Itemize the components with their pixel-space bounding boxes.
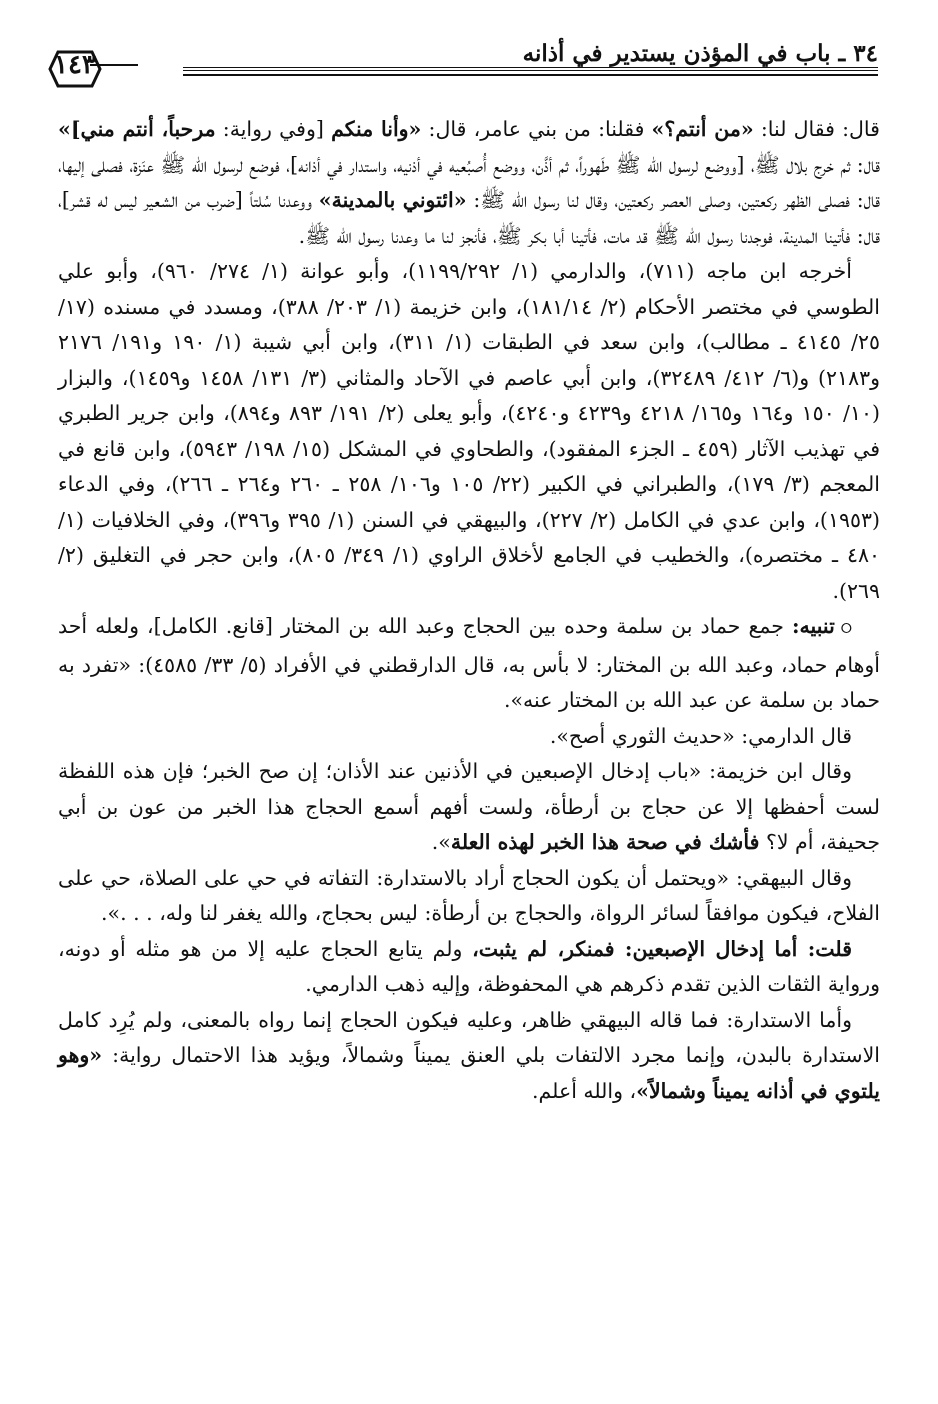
text-segment: قال: فقال لنا: <box>753 117 880 141</box>
paragraph-khuzaymah <box>58 754 880 861</box>
text-segment: جمع حماد بن سلمة وحده بين الحجاج وعبد الله بن المختار [قانع. الكامل]، ولعله أحد أوهام حماد، وعبد الله بن المختار: لا بأس به، قال الدارقطني في الأفراد (٥/ ٣٣/ ٤٥٨٥): «تفرد به حماد بن سلمة عن عبد الله بن المختار عنه». <box>58 614 880 712</box>
bold-text: مرحباً، أنتم مني]» <box>58 117 216 141</box>
paragraph-hadith <box>58 112 880 254</box>
paragraph-istidara <box>58 1003 880 1110</box>
bold-text: فأشك في صحة هذا الخبر لهذه العلة <box>450 830 760 854</box>
text-segment: ولم يتابع الحجاج عليه إلا من هو مثله أو دونه، ورواية الثقات الذين تقدم ذكرهم هي المحفوظة، وإليه ذهب الدارمي. <box>58 936 880 996</box>
text-segment: [وفي رواية: <box>215 117 332 141</box>
text-segment: ووعدنا سُلتاً [ضرب من الشعير ليس له قشر]، قال: فأتينا المدينة، فوجدنا رسول الله ﷺ قد مات، فأتينا أبا بكر ﷺ، فأنجز لنا ما وعدنا رسول الله ﷺ. <box>58 188 880 248</box>
text-segment: وقال ابن خزيمة: «باب إدخال الإصبعين في الأذنين عند الأذان؛ إن صح الخبر؛ فإن هذه اللفظة لست أحفظها إلا عن حجاج بن أرطأة، ولست أفهم أسمع الحجاج هذا الخبر من عون بن أبي جحيفة، أم لا؟ <box>58 759 880 854</box>
text-segment: قال الدارمي: «حديث الثوري أصح». <box>549 723 852 748</box>
text-segment: قال: ثم خرج بلال ﷺ، [ووضع لرسول الله ﷺ طَهوراً، ثم أذَّن، ووضع أُصبُعيه في أذنيه، واستدار في أذانه]، فوضع لرسول الله ﷺ عنَزة، فصلى إليها، قال: فصلى الظهر ركعتين، وصلى العصر ركعتين، وقال لنا رسول الله ﷺ: <box>58 152 880 212</box>
header-rule <box>183 67 878 76</box>
page-body <box>58 112 880 1109</box>
text-segment: وقال البيهقي: «ويحتمل أن يكون الحجاج أراد بالاستدارة: التفاته في حي على الصلاة، حي على الفلاح، فيكون موافقاً لسائر الرواة، والحجاج بن أرطأة: ليس بحجاج، والله يغفر لنا وله، . . .». <box>58 865 880 925</box>
bold-text: «وأنا منكم <box>331 117 422 141</box>
paragraph-takhrij <box>58 254 880 609</box>
bullet-icon: ⭘ <box>834 621 852 637</box>
text-segment: أخرجه ابن ماجه (٧١١)، والدارمي (١/ ١١٩٩/٢٩٢)، وأبو عوانة (١/ ٢٧٤/ ٩٦٠)، وأبو علي الطوسي في مختصر الأحكام (٢/ ١٨١/١٤)، وابن خزيمة (١/ ٢٠٣/ ٣٨٨)، ومسدد في مسنده (١٧/ ٢٥/ ٤١٤٥ ـ مطالب)، وابن سعد في الطبقات (١/ ٣١١)، وابن أبي شيبة (١/ ١٩٠ و١٩١/ ٢١٧٦ و٢١٨٣) و(٦/ ٤١٢/ ٣٢٤٨٩)، وابن أبي عاصم في الآحاد والمثاني (٣/ ١٣١/ ١٤٥٨ و١٤٥٩)، والبزار (١٠/ ١٥٠ و١٦٤ و١٦٥/ ٤٢١٨ و٤٢٣٩ و٤٢٤٠)، وأبو يعلى (٢/ ١٩١/ ٨٩٣ و٨٩٤)، وابن جرير الطبري في تهذيب الآثار (٤٥٩ ـ الجزء المفقود)، والطحاوي في المشكل (١٥/ ١٩٨/ ٥٩٤٣)، وابن قانع في المعجم (٣/ ١٧٩)، والطبراني في الكبير (٢٢/ ١٠٥ و١٠٦/ ٢٥٨ ـ ٢٦٠ و٢٦٤ ـ ٢٦٦)، وفي الدعاء (١٩٥٣)، وابن عدي في الكامل (٢/ ٢٢٧)، والبيهقي في السنن (١/ ٣٩٥ و٣٩٦)، وفي الخلافيات (١/ ٤٨٠ ـ مختصره)، والخطيب في الجامع لأخلاق الراوي (١/ ٣٤٩/ ٨٠٥)، وابن حجر في التغليق (٢/ ٢٦٩). <box>58 259 880 603</box>
paragraph-qultu <box>58 932 880 1003</box>
page-header <box>88 40 878 100</box>
text-segment: وأما الاستدارة: فما قاله البيهقي ظاهر، وعليه فيكون الحجاج إنما رواه بالمعنى، ولم يُرِد كامل الاستدارة بالبدن، وإنما مجرد الالتفات بلي العنق يميناً وشمالاً، ويؤيد هذا الاحتمال رواية: <box>58 1007 880 1067</box>
text-segment: ». <box>431 830 451 854</box>
bold-text: «من أنتم؟» <box>651 117 754 141</box>
page-number: ١٤٣ <box>54 50 96 80</box>
bold-text: «ائتوني بالمدينة» <box>318 188 467 212</box>
chapter-title: ٣٤ ـ باب في المؤذن يستدير في أذانه <box>513 40 878 67</box>
text-segment: فقلنا: من بني عامر، قال: <box>421 117 652 141</box>
paragraph-bayhaqi <box>58 861 880 932</box>
page-number-badge <box>40 48 110 90</box>
header-rule-left <box>90 64 138 66</box>
paragraph-tanbih <box>58 609 880 719</box>
bold-text: تنبيه: <box>791 614 835 638</box>
text-segment: ، والله أعلم. <box>532 1078 637 1103</box>
bold-text: قلت: أما إدخال الإصبعين: فمنكر، لم يثبت، <box>472 936 852 961</box>
paragraph-darimi <box>58 719 880 755</box>
bold-text: «وهو يلتوي في أذانه يميناً وشمالاً» <box>58 1043 880 1103</box>
